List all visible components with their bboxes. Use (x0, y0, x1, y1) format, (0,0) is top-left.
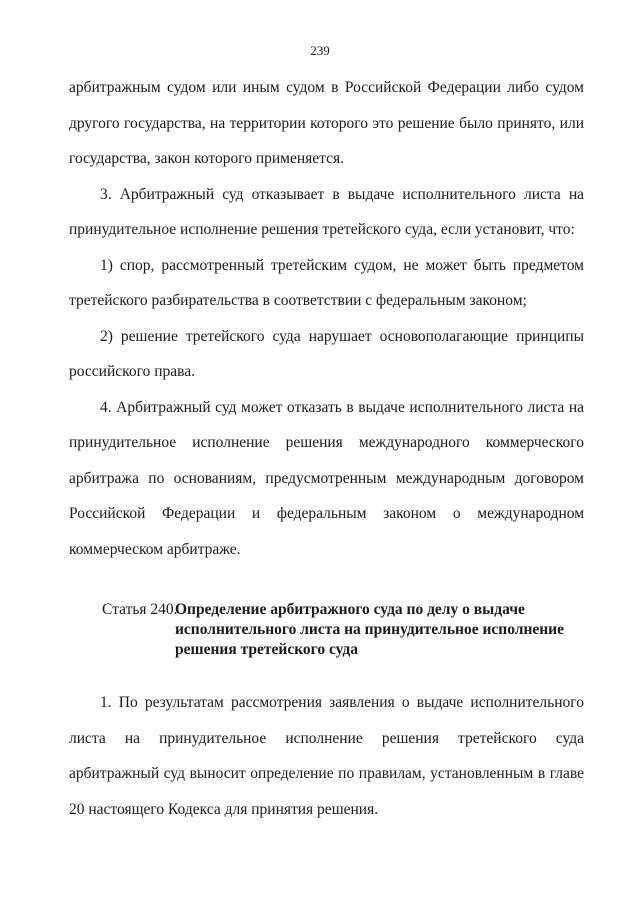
article-number: Статья 240. (102, 601, 178, 618)
page-number: 239 (310, 43, 330, 58)
paragraph-subitem-1: 1) спор, рассмотренный третейским судом, не может быть предметом третейского разбирательства в соответствии с федеральным законом; (69, 256, 584, 309)
article-title: Определение арбитражного суда по делу о выдаче исполнительного листа на принудительное исполнение решения третейского суда (175, 601, 564, 658)
paragraph-item-3: 3. Арбитражный суд отказывает в выдаче исполнительного листа на принудительное исполнение решения третейского суда, если установит, что: (69, 185, 584, 238)
paragraph-subitem-2: 2) решение третейского суда нарушает основополагающие принципы российского права. (69, 327, 584, 380)
document-body-continued (69, 685, 584, 827)
paragraph-article-240-item-1: 1. По результатам рассмотрения заявления о выдаче исполнительного листа на принудительное исполнение решения третейского суда арбитражный суд выносит определение по правилам, установленным в главе 20 настоящего Кодекса для принятия решения. (69, 694, 584, 818)
document-body (69, 70, 584, 567)
paragraph-item-4: 4. Арбитражный суд может отказать в выдаче исполнительного листа на принудительное исполнение решения международного коммерческого арбитража по основаниям, предусмотренным международным договором Российской Федерации и федеральным законом о международном коммерческом арбитраже. (69, 398, 584, 558)
paragraph-continuation: арбитражным судом или иным судом в Российской Федерации либо судом другого государства, на территории которого это решение было принято, или государства, закон которого применяется. (69, 79, 584, 167)
